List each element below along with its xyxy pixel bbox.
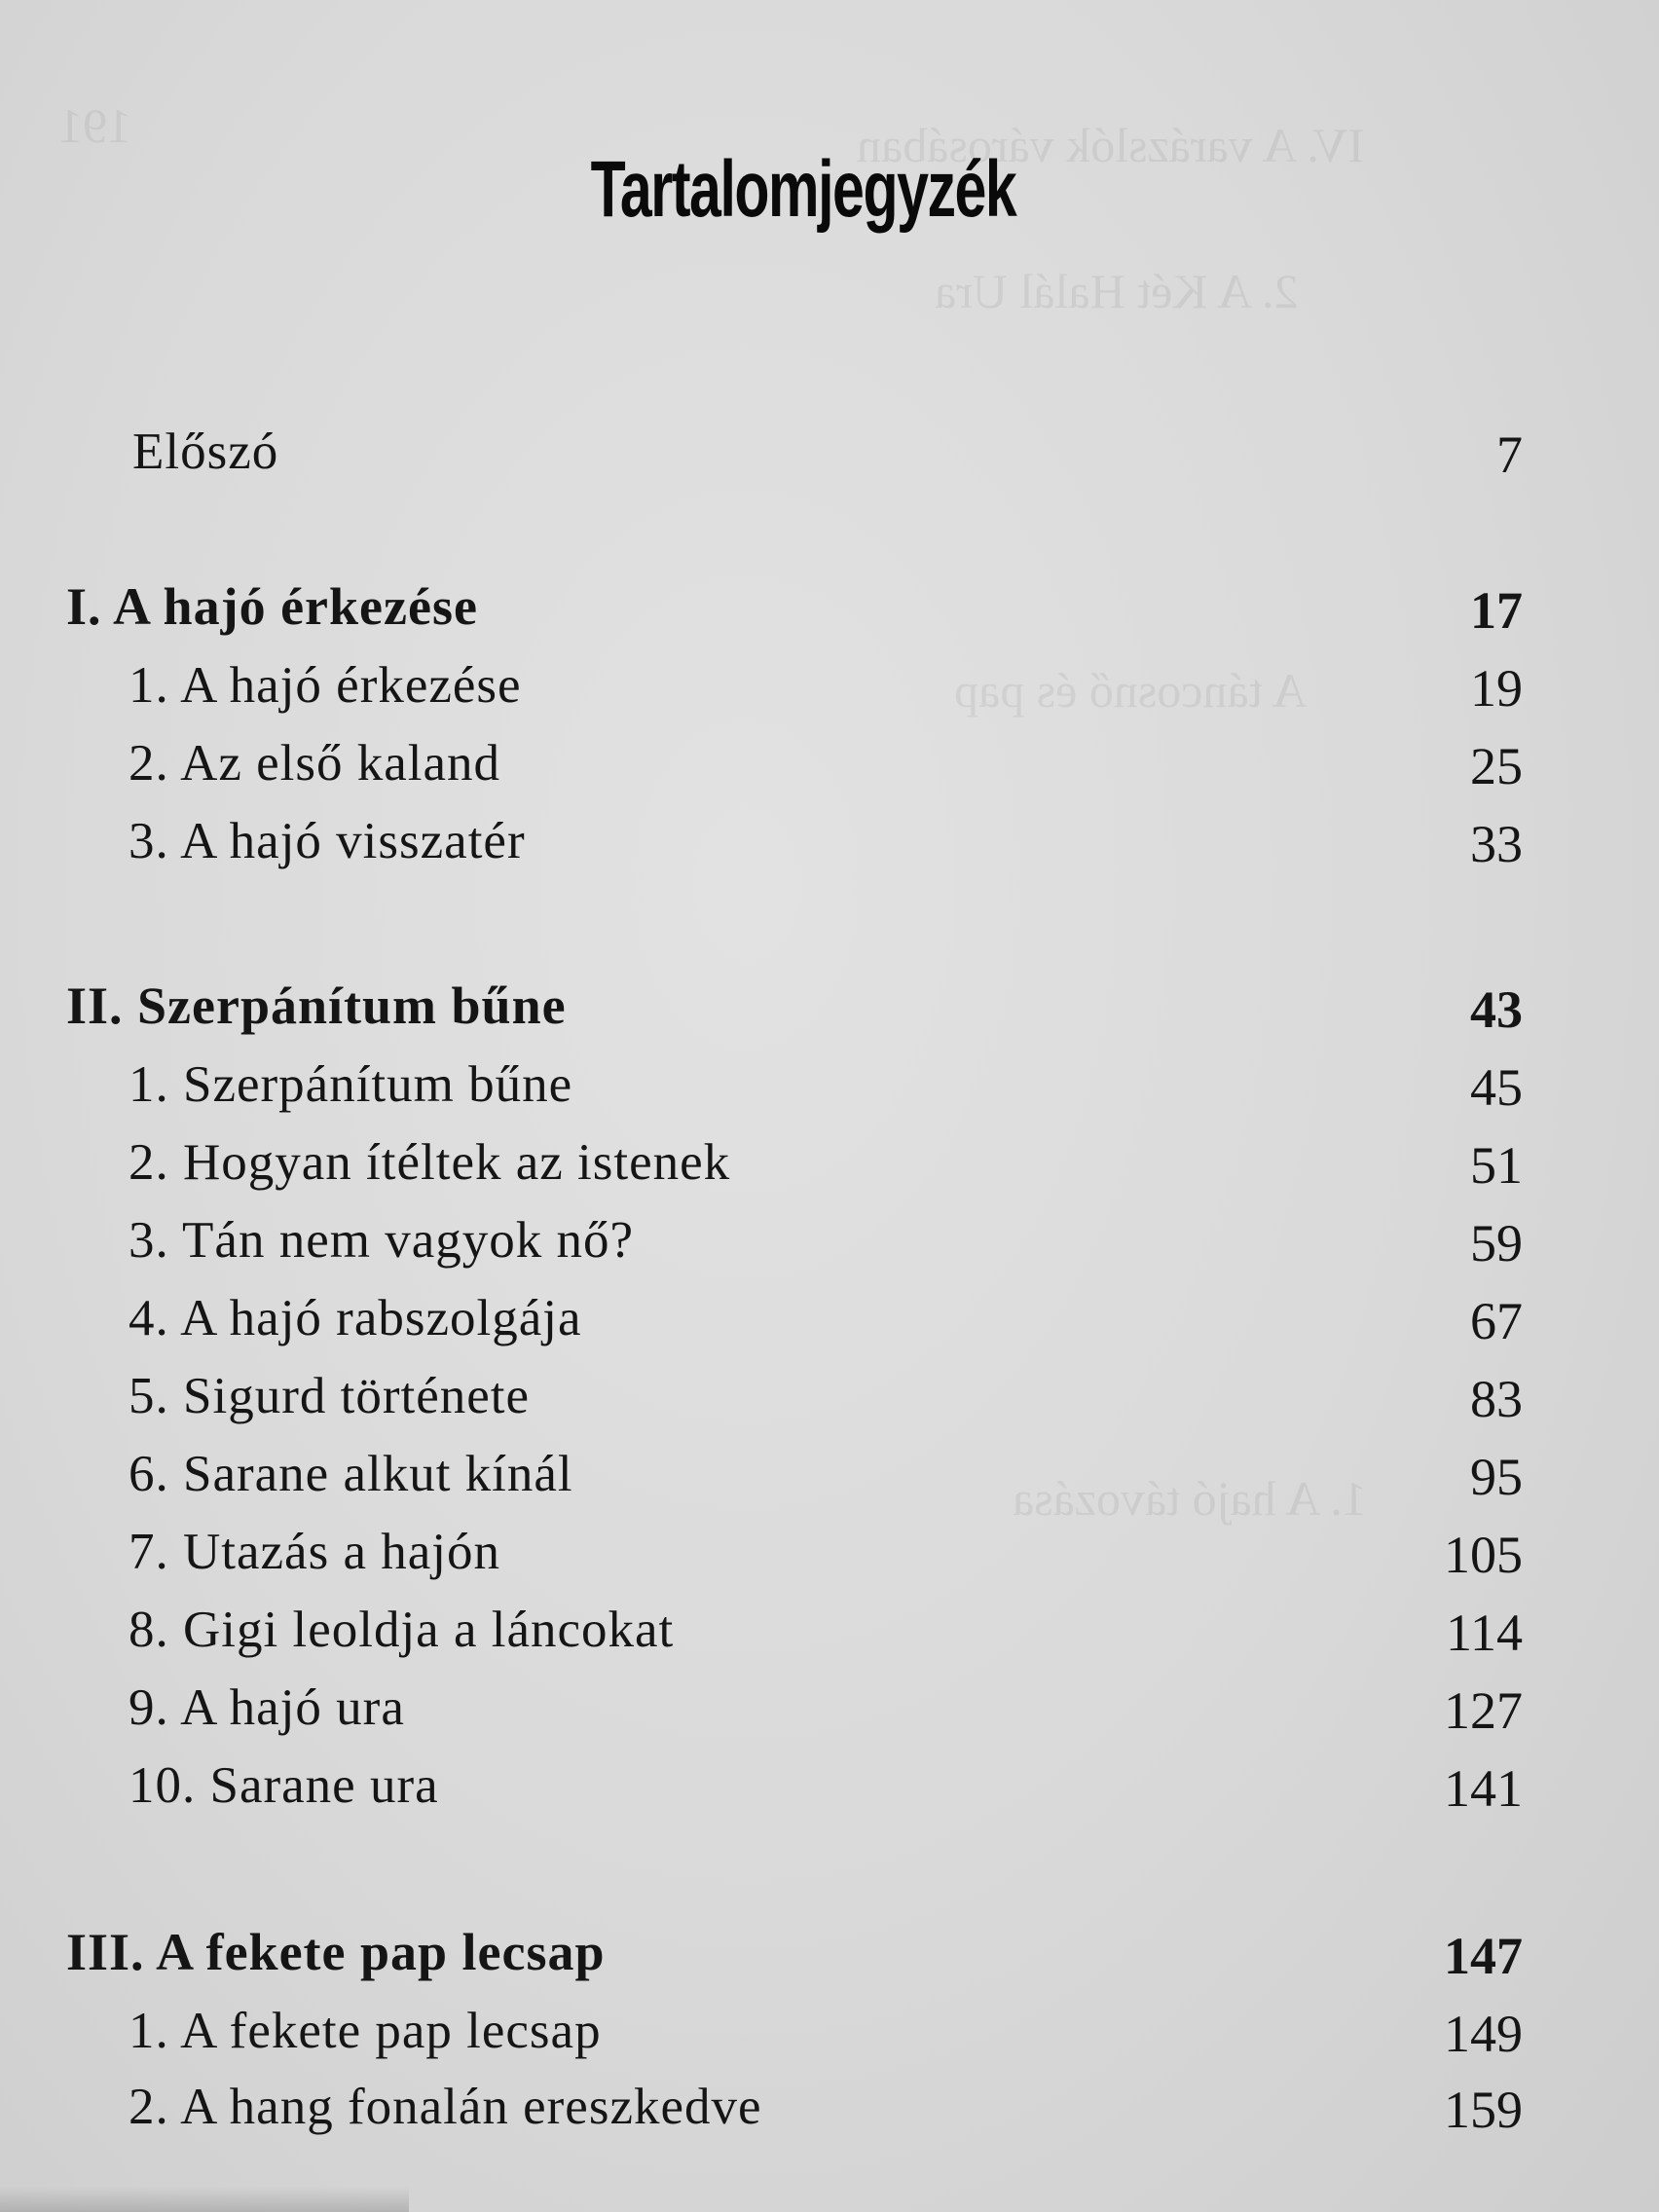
toc-label: 4. A hajó rabszolgája (129, 1290, 582, 1346)
toc-page-number: 141 (1444, 1759, 1523, 1818)
show-through: 1. A hajó távozása (1013, 1471, 1367, 1526)
toc-page-number: 19 (1470, 659, 1523, 718)
toc-page-number: 95 (1470, 1448, 1523, 1506)
toc-page-number: 43 (1470, 980, 1523, 1039)
toc-label: 2. A hang fonalán ereszkedve (129, 2079, 762, 2135)
toc-page-number: 25 (1470, 737, 1523, 795)
toc-row-chapter[interactable] (0, 1441, 1659, 1509)
toc-row-part[interactable] (0, 574, 1659, 643)
toc-label: 7. Utazás a hajón (129, 1524, 500, 1580)
toc-label: 3. A hajó visszatér (129, 813, 526, 869)
toc-row-preface[interactable] (0, 419, 1659, 487)
toc-row-part[interactable] (0, 1920, 1659, 1988)
toc-row-chapter[interactable] (0, 652, 1659, 720)
toc-label: 9. A hajó ura (129, 1679, 405, 1736)
toc-label: Előszó (132, 424, 279, 480)
toc-page-number: 17 (1470, 581, 1523, 640)
toc-label: 1. A hajó érkezése (129, 657, 522, 714)
toc-row-chapter[interactable] (0, 1051, 1659, 1120)
toc-label: 1. A fekete pap lecsap (129, 2003, 602, 2059)
toc-row-chapter[interactable] (0, 1752, 1659, 1821)
show-through: 2. A Két Halál Ura (935, 264, 1299, 318)
page-title: Tartalomjegyzék (590, 145, 1016, 234)
toc-label: 6. Sarane alkut kínál (129, 1446, 573, 1502)
toc-row-chapter[interactable] (0, 808, 1659, 876)
toc-page-number: 127 (1444, 1681, 1523, 1740)
toc-page-number: 114 (1446, 1604, 1523, 1662)
toc-label: 2. Az első kaland (129, 735, 501, 792)
toc-row-chapter[interactable] (0, 1675, 1659, 1743)
toc-part-label: II. Szerpánítum bűne (66, 977, 567, 1035)
page-edge-shadow (0, 2187, 409, 2212)
toc-row-chapter[interactable] (0, 1129, 1659, 1198)
show-through: IV. A varázslók városában (857, 118, 1365, 172)
toc-row-chapter[interactable] (0, 1285, 1659, 1353)
toc-label: 8. Gigi leoldja a láncokat (129, 1602, 675, 1658)
toc-part-label: I. A hajó érkezése (66, 577, 478, 636)
toc-row-chapter[interactable] (0, 1597, 1659, 1665)
toc-label: 1. Szerpánítum bűne (129, 1056, 573, 1113)
show-through: A táncosnő és pap (954, 663, 1308, 718)
toc-page-number: 33 (1470, 815, 1523, 873)
show-through: 191 (58, 98, 131, 153)
toc-label: 2. Hogyan ítéltek az istenek (129, 1134, 731, 1191)
toc-page-number: 51 (1470, 1136, 1523, 1195)
toc-row-chapter[interactable] (0, 1519, 1659, 1587)
toc-page-number: 45 (1470, 1058, 1523, 1117)
toc-page-number: 147 (1444, 1927, 1523, 1985)
toc-part-label: III. A fekete pap lecsap (66, 1923, 606, 1981)
toc-row-chapter[interactable] (0, 1998, 1659, 2066)
toc-row-part[interactable] (0, 974, 1659, 1042)
toc-page-number: 149 (1444, 2005, 1523, 2063)
toc-label: 3. Tán nem vagyok nő? (129, 1212, 634, 1269)
toc-page-number: 59 (1470, 1214, 1523, 1272)
toc-page-number: 105 (1444, 1526, 1523, 1584)
toc-page-number: 7 (1496, 425, 1523, 484)
toc-row-chapter[interactable] (0, 730, 1659, 798)
toc-row-chapter[interactable] (0, 1363, 1659, 1431)
toc-row-chapter[interactable] (0, 1207, 1659, 1275)
toc-page-number: 83 (1470, 1370, 1523, 1428)
toc-page-number: 67 (1470, 1292, 1523, 1350)
toc-label: 5. Sigurd története (129, 1368, 530, 1424)
toc-label: 10. Sarane ura (129, 1757, 439, 1814)
toc-page-number: 159 (1444, 2081, 1523, 2139)
toc-row-chapter[interactable] (0, 2074, 1659, 2142)
